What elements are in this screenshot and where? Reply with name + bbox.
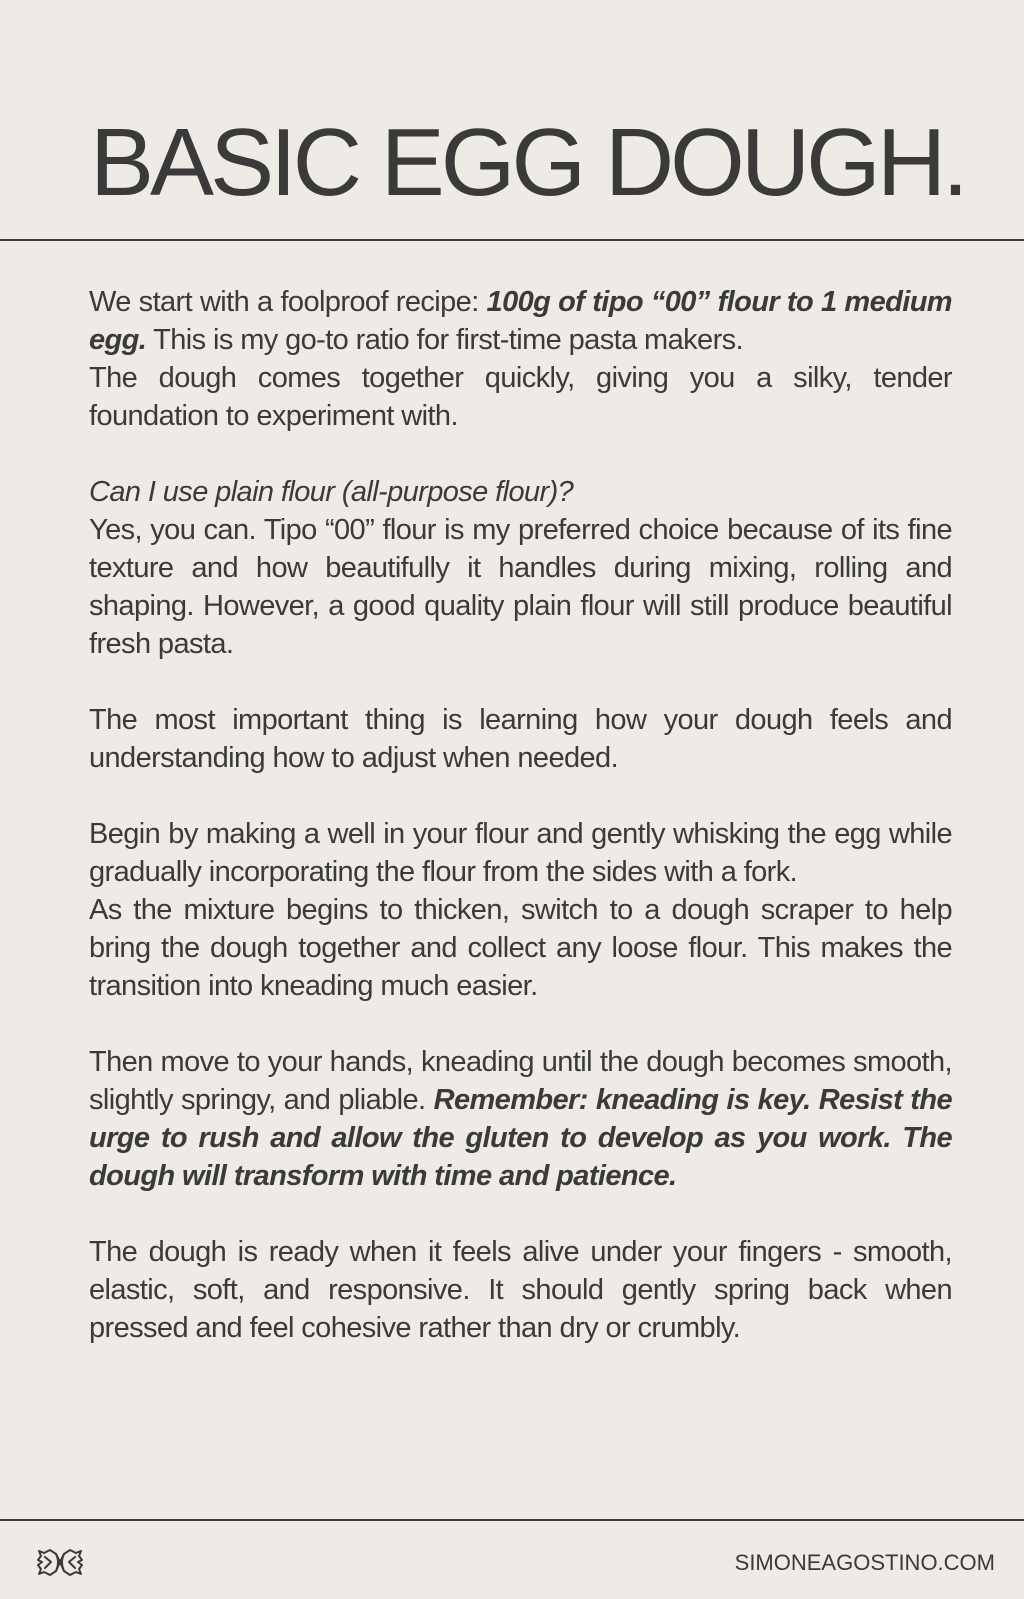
website-link[interactable]: SIMONEAGOSTINO.COM: [734, 1550, 995, 1575]
kneading-emphasis: Remember: kneading is key. Resist the urge to rush and allow the gluten to develop as you work. The dough will transform with time and patience.: [89, 1084, 952, 1192]
method-first: Begin by making a well in your flour and gently whisking the egg while gradually incorporating the flour from the sides with a fork.: [89, 818, 952, 888]
ready-paragraph: The dough is ready when it feels alive under your fingers - smooth, elastic, soft, and responsive. It should gently spring back when pressed and feel cohesive rather than dry or crumbly.: [89, 1236, 952, 1344]
page-footer: [0, 1519, 1024, 1599]
faq-paragraph: [89, 473, 952, 663]
recipe-body: [89, 283, 952, 1385]
flour-egg-ratio: 100g of tipo “00” flour to 1 medium egg.: [89, 286, 952, 356]
page-header: [0, 0, 1024, 241]
intro-second-sentence: The dough comes together quickly, giving you a silky, tender foundation to experiment with.: [89, 362, 952, 432]
kneading-lead: Then move to your hands, kneading until the dough becomes smooth, slightly springy, and pliable.: [89, 1046, 952, 1116]
intro-paragraph: [89, 283, 952, 435]
important-paragraph: The most important thing is learning how your dough feels and understanding how to adjust when needed.: [89, 704, 952, 774]
intro-lead: We start with a foolproof recipe:: [89, 286, 487, 318]
kneading-paragraph: [89, 1043, 952, 1195]
method-second: As the mixture begins to thicken, switch to a dough scraper to help bring the dough together and collect any loose flour. This makes the transition into kneading much easier.: [89, 894, 952, 1002]
method-paragraph: [89, 815, 952, 1005]
page-title: BASIC EGG DOUGH.: [90, 109, 965, 216]
farfalle-pasta-icon: [36, 1545, 84, 1579]
faq-question: Can I use plain flour (all-purpose flour)?: [89, 476, 574, 508]
intro-after-ratio: This is my go-to ratio for first-time pasta makers.: [146, 324, 743, 356]
faq-answer: Yes, you can. Tipo “00” flour is my preferred choice because of its fine texture and how beautifully it handles during mixing, rolling and shaping. However, a good quality plain flour will still produce beautiful fresh pasta.: [89, 514, 952, 660]
